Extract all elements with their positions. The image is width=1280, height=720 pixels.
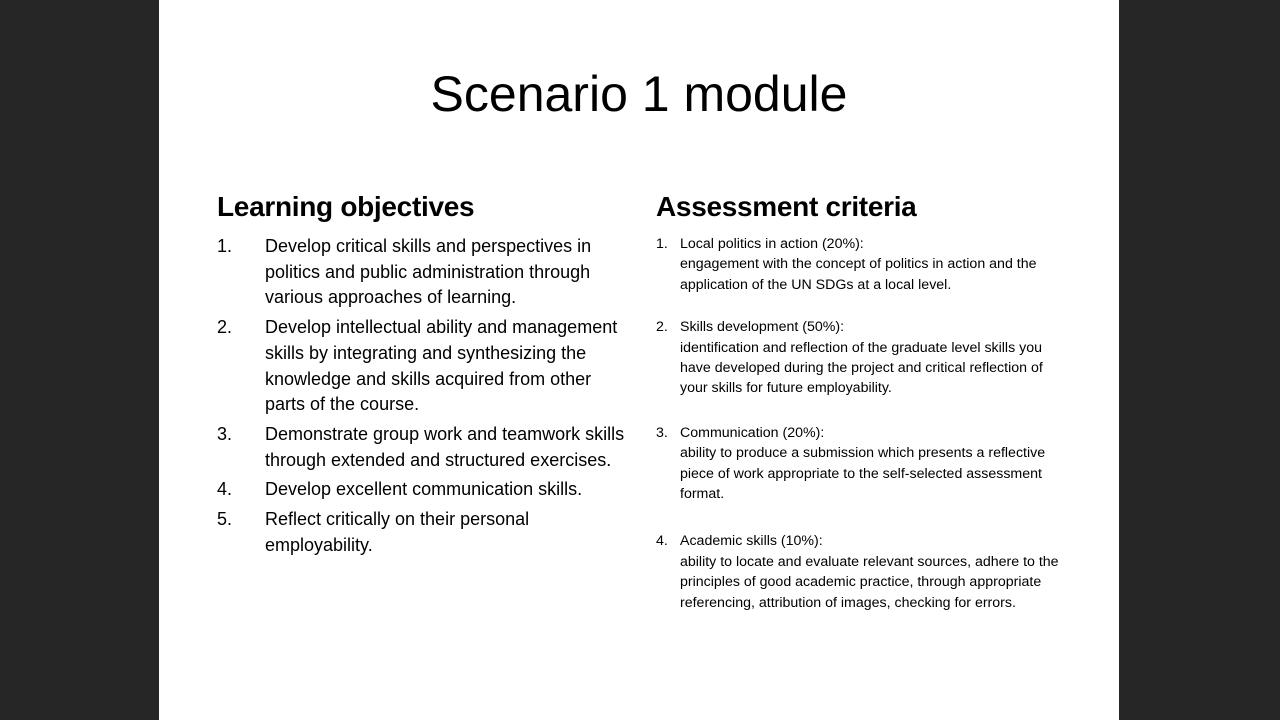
criterion-title: Local politics in action (20%):	[680, 236, 864, 252]
item-text: Reflect critically on their personal employability.	[265, 509, 530, 555]
item-number: 4.	[656, 533, 668, 550]
criterion-body	[680, 531, 1066, 613]
criterion-description: ability to produce a submission which presents a reflective piece of work appropriate to the self-selected assessment format.	[680, 445, 1046, 503]
criterion-title: Skills development (50%):	[680, 319, 845, 336]
assessment-criteria-list	[656, 234, 1066, 613]
slide	[159, 0, 1119, 720]
learning-objectives-list	[217, 234, 627, 558]
assessment-criterion-item	[656, 423, 1066, 505]
learning-objectives-column	[217, 188, 627, 562]
item-number: 1.	[217, 236, 233, 256]
item-text: Develop critical skills and perspectives in politics and public administration through various approaches of learning.	[265, 236, 592, 308]
item-text: Demonstrate group work and teamwork skills through extended and structured exercises.	[265, 423, 625, 470]
criterion-title: Academic skills (10%):	[680, 533, 823, 550]
criterion-description: identification and reflection of the graduate level skills you have developed during the project and critical reflection of your skills for future employability.	[680, 339, 1043, 397]
item-number: 4.	[217, 479, 233, 500]
item-text: Develop excellent communication skills.	[265, 479, 583, 500]
item-number: 3.	[656, 424, 668, 441]
item-text: Develop intellectual ability and management skills by integrating and synthesizing the knowledge and skills acquired from other parts of the course.	[265, 317, 618, 415]
learning-objectives-heading: Learning objectives	[217, 191, 475, 222]
criterion-body	[680, 317, 1066, 399]
criterion-title: Communication (20%):	[680, 424, 825, 441]
learning-objective-item	[217, 422, 627, 473]
criterion-description: engagement with the concept of politics in action and the application of the UN SDGs at a local level.	[680, 256, 1037, 293]
slide-title: Scenario 1 module	[430, 66, 848, 122]
assessment-criterion-item	[656, 234, 1066, 295]
item-number: 5.	[217, 509, 233, 530]
criterion-description: ability to locate and evaluate relevant sources, adhere to the principles of good academic practice, through appropriate referencing, attribution of images, checking for errors.	[680, 553, 1059, 611]
learning-objective-item	[217, 234, 627, 311]
criterion-body	[680, 234, 1066, 295]
learning-objective-item	[217, 315, 627, 418]
learning-objective-item	[217, 477, 627, 503]
criterion-body	[680, 423, 1066, 505]
assessment-criterion-item	[656, 317, 1066, 399]
learning-objective-item	[217, 507, 627, 558]
item-number: 2.	[217, 317, 233, 338]
item-number: 1.	[656, 236, 668, 252]
item-number: 3.	[217, 423, 233, 444]
item-number: 2.	[656, 319, 668, 336]
assessment-criteria-heading: Assessment criteria	[656, 191, 917, 222]
assessment-criterion-item	[656, 531, 1066, 613]
assessment-criteria-column	[656, 188, 1066, 613]
